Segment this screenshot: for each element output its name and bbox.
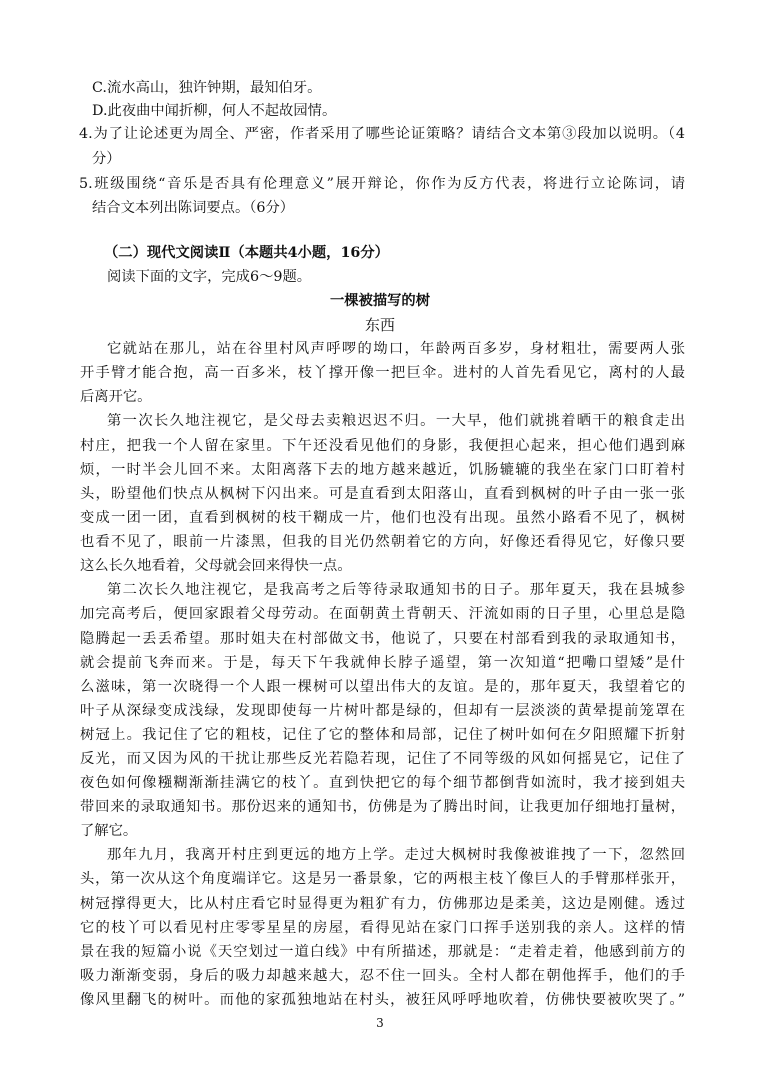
- section-heading: （二）现代文阅读Ⅱ（本题共4小题，16分）: [104, 245, 389, 261]
- option-c: C.流水高山，独许钟期，最知伯牙。: [92, 80, 322, 96]
- page-number: 3: [376, 1016, 384, 1030]
- paragraph-3-line: 夜色如何像糨糊渐渐挂满它的枝丫。直到快把它的每个细节都倒背如流时，我才接到姐夫: [80, 775, 685, 791]
- paragraph-3-line: 了解它。: [80, 823, 138, 839]
- paragraph-1-line: 它就站在那儿，站在谷里村风声呼啰的坳口，年龄两百多岁，身材粗壮，需要两人张: [107, 341, 685, 357]
- paragraph-3-line: 么滋味，第一次晓得一个人跟一棵树可以望出伟大的友谊。是的，那年夏天，我望着它的: [80, 679, 685, 695]
- question-5-line-2: 结合文本列出陈词要点。（6分）: [92, 200, 295, 216]
- paragraph-4-line: 像风里翻飞的树叶。而他的家孤独地站在村头，被狂风呼呼地吹着，仿佛快要被吹哭了。”: [80, 992, 685, 1008]
- option-d: D.此夜曲中闻折柳，何人不起故园情。: [92, 103, 337, 119]
- paragraph-4-line: 那年九月，我离开村庄到更远的地方上学。走过大枫树时我像被谁拽了一下，忽然回: [107, 847, 685, 863]
- article-title: 一棵被描写的树: [329, 293, 431, 309]
- paragraph-4-line: 它的枝丫可以看见村庄零零星星的房屋，看得见站在家门口挥手送别我的亲人。这样的情: [80, 920, 685, 936]
- paragraph-2-line: 这么长久地看着，父母就会回来得快一点。: [80, 558, 352, 574]
- paragraph-3-line: 叶子从深绿变成浅绿，发现即使每一片树叶都是绿的，但却有一层淡淡的黄晕提前笼罩在: [80, 703, 685, 719]
- paragraph-2-line: 头，盼望他们快点从枫树下闪出来。可是直看到太阳落山，直看到枫树的叶子由一张一张: [80, 486, 685, 502]
- paragraph-4-line: 树冠撑得更大，比从村庄看它时显得更为粗犷有力，仿佛那边是柔美，这边是刚健。透过: [80, 896, 685, 912]
- paragraph-3-line: 反光，而又因为风的干扰让那些反光若隐若现，记住了不同等级的风如何摇晃它，记住了: [80, 751, 685, 767]
- paragraph-3-line: 隐腾起一丢丢希望。那时姐夫在村部做文书，他说了，只要在村部看到我的录取通知书，: [80, 631, 685, 647]
- paragraph-2-line: 变成一团一团，直看到枫树的枝干糊成一片，他们也没有出现。虽然小路看不见了，枫树: [80, 510, 685, 526]
- paragraph-2-line: 村庄，把我一个人留在家里。下午还没看见他们的身影，我便担心起来，担心他们遇到麻: [80, 438, 685, 454]
- paragraph-2-line: 第一次长久地注视它，是父母去卖粮迟迟不归。一大早，他们就挑着晒干的粮食走出: [107, 413, 685, 429]
- paragraph-3-line: 带回来的录取通知书。那份迟来的通知书，仿佛是为了腾出时间，让我更加仔细地打量树，: [80, 799, 685, 815]
- section-instruction: 阅读下面的文字，完成6～9题。: [107, 269, 312, 285]
- paragraph-4-line: 吸力渐渐变弱，身后的吸力却越来越大，忍不住一回头。全村人都在朝他挥手，他们的手: [80, 968, 685, 984]
- paragraph-2-line: 烦，一时半会儿回不来。太阳离落下去的地方越来越近，饥肠辘辘的我坐在家门口盯着村: [80, 462, 685, 478]
- paragraph-3-line: 第二次长久地注视它，是我高考之后等待录取通知书的日子。那年夏天，我在县城参: [107, 582, 685, 598]
- paragraph-3-line: 加完高考后，便回家跟着父母劳动。在面朝黄土背朝天、汗流如雨的日子里，心里总是隐: [80, 606, 685, 622]
- paragraph-3-line: 树冠上。我记住了它的粗枝，记住了它的整体和局部，记住了树叶如何在夕阳照耀下折射: [80, 727, 685, 743]
- paragraph-3-line: 就会提前飞奔而来。于是，每天下午我就伸长脖子遥望，第一次知道“把嘞口望矮”是什: [80, 655, 685, 671]
- paragraph-2-line: 也看不见了，眼前一片漆黑，但我的目光仍然朝着它的方向，好像还看得见它，好像只要: [80, 534, 685, 550]
- paragraph-1-line: 后离开它。: [80, 389, 152, 405]
- question-4-line-1: 4.为了让论述更为周全、严密，作者采用了哪些论证策略？请结合文本第③段加以说明。（4: [79, 126, 685, 142]
- question-5-line-1: 5.班级围绕“音乐是否具有伦理意义”展开辩论，你作为反方代表，将进行立论陈词，请: [79, 176, 685, 192]
- article-author: 东西: [364, 316, 395, 334]
- paragraph-4-line: 头，第一次从这个角度端详它。这是另一番景象，它的两根主枝丫像巨人的手臂那样张开，: [80, 871, 685, 887]
- paragraph-4-line: 景在我的短篇小说《天空划过一道白线》中有所描述，那就是：“走着走着，他感到前方的: [80, 944, 685, 960]
- paragraph-1-line: 开手臂才能合抱，高一百多米，枝丫撑开像一把巨伞。进村的人首先看见它，离村的人最: [80, 365, 685, 381]
- question-4-line-2: 分）: [92, 151, 121, 167]
